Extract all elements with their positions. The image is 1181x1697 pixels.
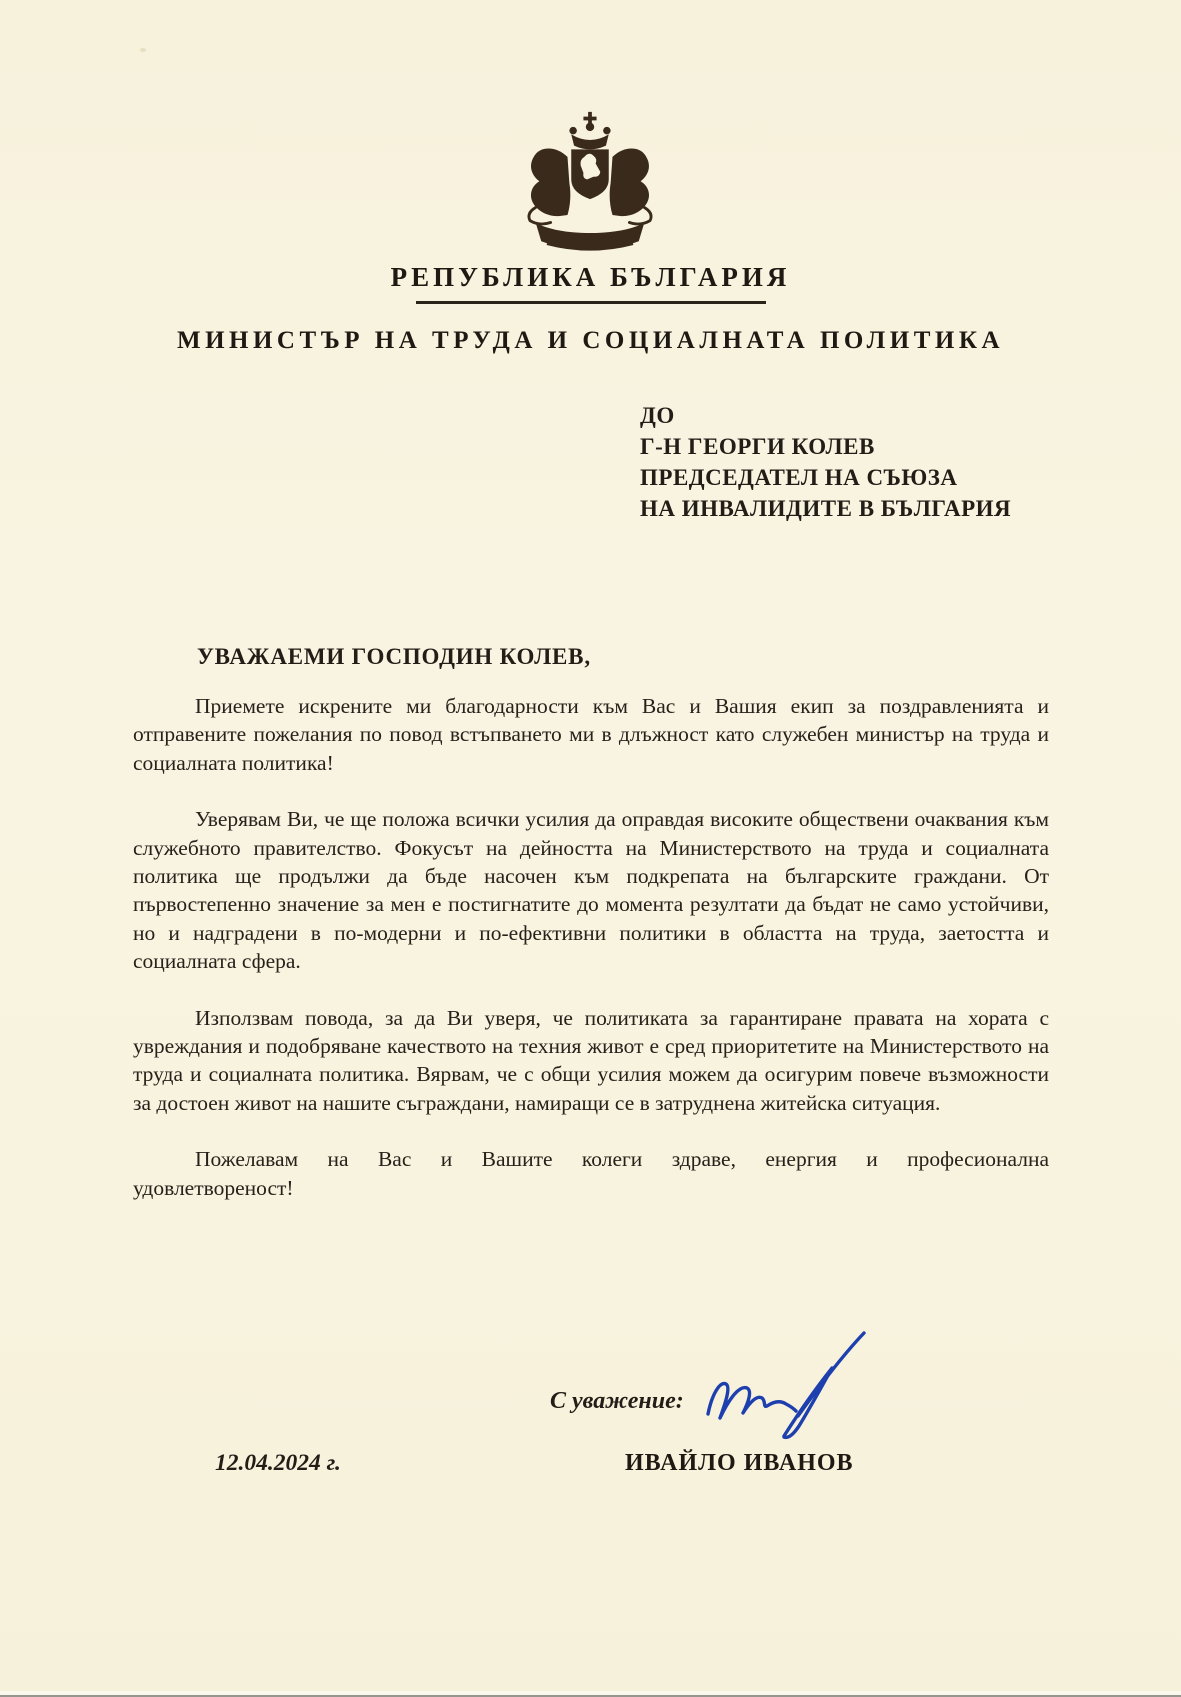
- minister-title: МИНИСТЪР НА ТРУДА И СОЦИАЛНАТА ПОЛИТИКА: [176, 327, 1005, 354]
- signature-scribble-icon: [700, 1328, 872, 1450]
- recipient-line: ПРЕДСЕДАТЕЛ НА СЪЮЗА: [640, 465, 958, 490]
- signatory-name: ИВАЙЛО ИВАНОВ: [625, 1450, 854, 1476]
- letter-date: 12.04.2024 г.: [215, 1450, 341, 1476]
- recipient-line: НА ИНВАЛИДИТЕ В БЪЛГАРИЯ: [640, 496, 1012, 521]
- body-paragraph: Използвам повода, за да Ви уверя, че политиката за гарантиране правата на хората с увреждания и подобряване качеството на техния живот е сред приоритетите на Министерството на труда и социалната политика. Вярвам, че с общи усилия можем да осигурим повече възможности за достоен живот на нашите съграждани, намиращи се в затруднена житейска ситуация.: [133, 1005, 1049, 1115]
- title-underline: [416, 301, 766, 304]
- scan-speck: [140, 48, 146, 52]
- body-paragraph: Пожелавам на Вас и Вашите колеги здраве, енергия и професионална удовлетвореност!: [133, 1147, 1049, 1200]
- valediction: С уважение:: [550, 1388, 684, 1414]
- coat-of-arms-icon: [479, 110, 701, 260]
- republic-title: РЕПУБЛИКА БЪЛГАРИЯ: [390, 262, 791, 292]
- body-paragraph: Приемете искрените ми благодарности към Вас и Вашия екип за поздравленията и отправените пожелания по повод встъпването ми в длъжност като служебен министър на труда и социалната политика!: [133, 694, 1049, 775]
- body-paragraph: Уверявам Ви, че ще положа всички усилия да оправдая високите обществени очаквания към служебното правителство. Фокусът на дейността на Министерството на труда и социалната политика ще продължи да бъде насочен към подкрепата на българските граждани. От първостепенно значение за мен е постигнатите до момента резултати да бъдат не само устойчиви, но и надградени в по-модерни и по-ефективни политики в областта на труда, заетостта и социалната сфера.: [133, 807, 1049, 974]
- scan-bottom-edge: [0, 1691, 1181, 1697]
- salutation: УВАЖАЕМИ ГОСПОДИН КОЛЕВ,: [197, 644, 591, 669]
- recipient-block: [640, 400, 1011, 524]
- recipient-line: Г-Н ГЕОРГИ КОЛЕВ: [640, 434, 875, 459]
- letter-body: [133, 692, 1049, 1230]
- recipient-line: ДО: [640, 403, 675, 428]
